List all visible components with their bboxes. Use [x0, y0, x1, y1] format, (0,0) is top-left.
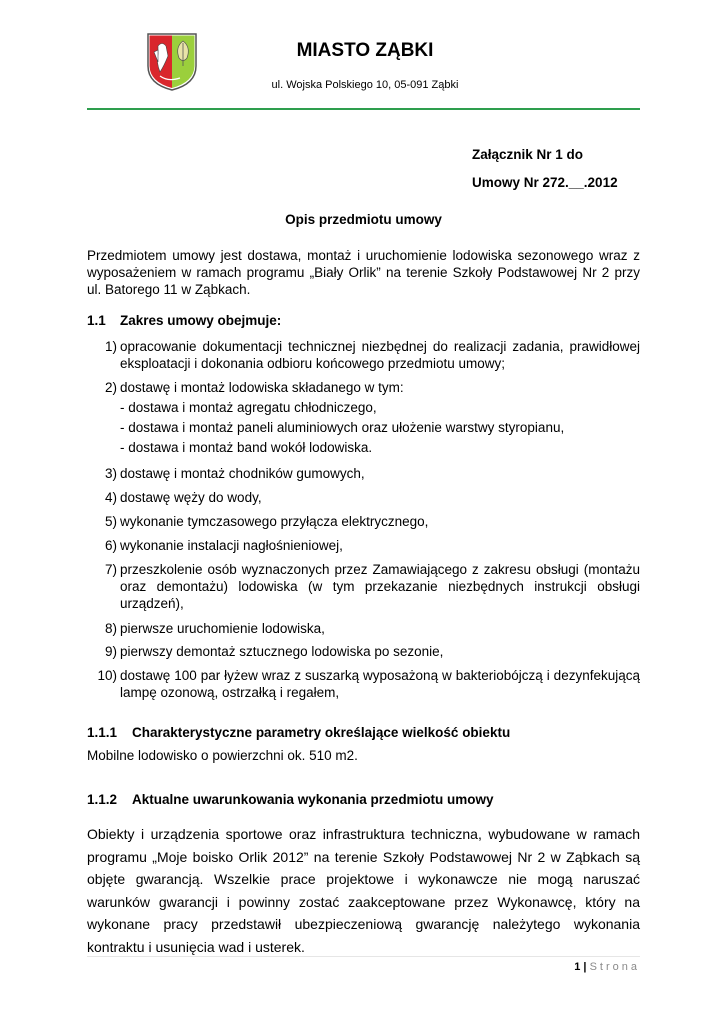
document-title: Opis przedmiotu umowy [285, 212, 442, 227]
city-address: ul. Wojska Polskiego 10, 05-091 Ząbki [271, 79, 459, 91]
list-item-number: 5) [104, 514, 117, 529]
annex-line-2: Umowy Nr 272.__.2012 [472, 175, 618, 190]
footer-divider [87, 956, 640, 957]
page-footer [470, 961, 640, 973]
section-1-1-1-heading [87, 725, 510, 740]
list-item-text: opracowanie dokumentacji technicznej niezbędnej do realizacji zadania, prawidłowej eksploatacji i dokonania odbioru końcowego przedmiotu umowy; [120, 339, 640, 371]
list-item-text: dostawę 100 par łyżew wraz z suszarką wyposażoną w bakteriobójczą i dezynfekującą lampę ozonową, ostrzałką i regałem, [120, 668, 640, 700]
sub-item: - dostawa i montaż band wokół lodowiska. [120, 440, 373, 455]
list-item [87, 561, 640, 612]
section-number: 1.1.2 [87, 792, 118, 807]
annex-line-1: Załącznik Nr 1 do [472, 147, 584, 162]
section-1-1-1-text: Mobilne lodowisko o powierzchni ok. 510 m2. [87, 748, 358, 763]
list-item [87, 338, 640, 372]
footer-separator: | [580, 961, 590, 973]
list-item-text: pierwszy demontaż sztucznego lodowiska po sezonie, [120, 644, 444, 659]
list-item-text: dostawę węży do wody, [120, 490, 262, 505]
list-item-text: wykonanie instalacji nagłośnieniowej, [120, 538, 343, 553]
page-label: Strona [589, 961, 640, 973]
page-number: 1 [574, 961, 581, 973]
list-item [87, 537, 640, 554]
city-name: MIASTO ZĄBKI [296, 40, 434, 61]
sub-item: - dostawa i montaż agregatu chłodniczego, [120, 400, 377, 415]
section-1-1-heading [87, 313, 281, 328]
city-crest-logo [146, 32, 198, 92]
list-item-text: pierwsze uruchomienie lodowiska, [120, 621, 325, 636]
list-item-number: 6) [104, 538, 117, 553]
list-item-number: 9) [104, 644, 117, 659]
section-1-1-2-text: Obiekty i urządzenia sportowe oraz infrastruktura techniczna, wybudowane w ramach programu „Moje boisko Orlik 2012” na terenie Szkoły Podstawowej Nr 2 w Ząbkach są objęte gwarancją. Wszelkie prace projektowe i wykonawcze nie mogą naruszać warunków gwarancji i powinny zostać zaakceptowane przez Wykonawcę, który na wykonane pracy przedstawił ubezpieczeniową gwarancję należytego wykonania kontraktu i usunięcia wad i usterek. [87, 826, 640, 955]
sub-item: - dostawa i montaż paneli aluminiowych oraz ułożenie warstwy styropianu, [120, 420, 565, 435]
list-item [87, 513, 640, 530]
section-title: Zakres umowy obejmuje: [120, 313, 282, 328]
list-item-number: 4) [104, 490, 117, 505]
header-divider [87, 108, 640, 110]
section-title: Aktualne uwarunkowania wykonania przedmiotu umowy [132, 792, 494, 807]
list-item [87, 489, 640, 506]
list-item [87, 643, 640, 660]
list-item-number: 1) [104, 339, 117, 354]
list-item-text: wykonanie tymczasowego przyłącza elektrycznego, [120, 514, 429, 529]
section-1-1-2-heading [87, 792, 494, 807]
list-item-number: 7) [104, 562, 117, 577]
list-item-text: dostawę i montaż lodowiska składanego w tym: [120, 380, 404, 395]
list-item [87, 667, 640, 701]
list-item-text: przeszkolenie osób wyznaczonych przez Zamawiającego z zakresu obsługi (montażu oraz demontażu) lodowiska (w tym przekazanie niezbędnych instrukcji obsługi urządzeń), [120, 562, 640, 611]
list-item [87, 379, 640, 396]
list-item-number: 3) [104, 466, 117, 481]
list-item [87, 465, 640, 482]
list-item [87, 620, 640, 637]
list-item-number: 2) [104, 380, 117, 395]
list-item-number: 8) [104, 621, 117, 636]
list-item-text: dostawę i montaż chodników gumowych, [120, 466, 365, 481]
intro-paragraph: Przedmiotem umowy jest dostawa, montaż i uruchomienie lodowiska sezonowego wraz z wyposażeniem w ramach programu „Biały Orlik” na terenie Szkoły Podstawowej Nr 2 przy ul. Batorego 11 w Ząbkach. [87, 248, 640, 297]
section-number: 1.1 [87, 313, 106, 328]
section-title: Charakterystyczne parametry określające wielkość obiektu [132, 725, 511, 740]
list-item-number: 10) [97, 668, 117, 683]
section-number: 1.1.1 [87, 725, 118, 740]
